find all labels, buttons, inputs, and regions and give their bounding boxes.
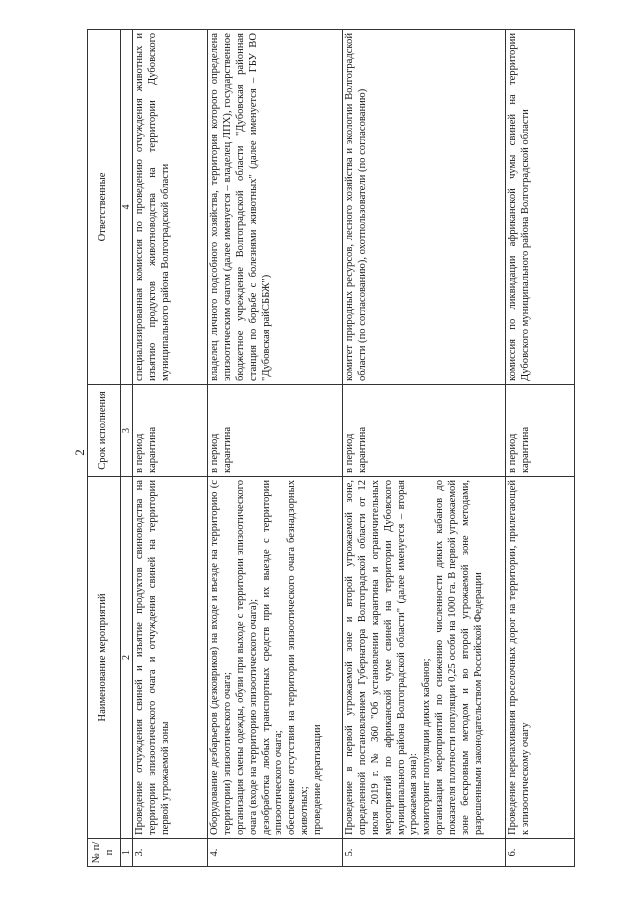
column-number-row	[120, 30, 132, 867]
action-text: Проведение отчуждения свиней и изъятие продуктов свиноводства на территории эпизоотического очага и отчуждения свиней на территории первой угрожаемой зоны	[133, 480, 171, 835]
row-responsible: комитет природных ресурсов, лесного хозяйства и экологии Волгоградской области (по согласованию), охотпользователи (по согласованию)	[342, 30, 505, 385]
row-term: в период карантина	[505, 385, 574, 477]
row-action	[342, 477, 505, 839]
row-action	[505, 477, 574, 839]
column-number: 4	[120, 30, 132, 385]
header-term: Срок исполнения	[88, 385, 121, 477]
action-text: Проведение перепахивания проселочных дорог на территории, прилегающей к эпизоотическому очагу	[506, 480, 531, 835]
table-row	[207, 30, 342, 867]
measures-table	[87, 29, 575, 867]
action-text: Оборудование дезбарьеров (дезковриков) на входе и въезде на территорию (с территории) эпизоотического очага;	[208, 480, 233, 835]
header-number: № п/п	[88, 839, 121, 867]
row-responsible: владелец личного подсобного хозяйства, территория которого определена эпизоотическим очагом (далее именуется – владелец ЛПХ), государственное бюджетное учреждение Волгоградской области "Дубовская районная станция по борьбе с болезнями животных" (далее именуется – ГБУ ВО "Дубовская райСББЖ")	[207, 30, 342, 385]
row-action	[207, 477, 342, 839]
column-number: 1	[120, 839, 132, 867]
header-action: Наименование мероприятий	[88, 477, 121, 839]
row-responsible: комиссия по ликвидации африканской чумы свиней на территории Дубовского муниципального района Волгоградской области	[505, 30, 574, 385]
table-row	[342, 30, 505, 867]
action-text: организация смены одежды, обуви при выходе с территории эпизоотического очага (входе на территорию эпизоотического очага);	[234, 480, 259, 835]
table-header-row	[88, 30, 121, 867]
action-text: дезобработка любых транспортных средств при их выезде с территории эпизоотического очага;	[260, 480, 285, 835]
row-action	[132, 477, 207, 839]
page-number: 2	[72, 449, 87, 456]
row-term: в период карантина	[342, 385, 505, 477]
header-responsible: Ответственные	[88, 30, 121, 385]
action-text: Проведение в первой угрожаемой зоне и второй угрожаемой зоне, определенной постановлением Губернатора Волгоградской области от 12 июля 2019 г. № 360 "Об установлении карантина и ограничительных мероприятий по африканской чуме свиней на территории Дубовского муниципального района Волгоградской области" (далее именуется – вторая угрожаемая зона):	[343, 480, 420, 835]
table-row	[132, 30, 207, 867]
row-number: 3.	[132, 839, 207, 867]
table-row	[505, 30, 574, 867]
column-number: 3	[120, 385, 132, 477]
action-text: проведение дератизации	[312, 724, 324, 835]
column-number: 2	[120, 477, 132, 839]
row-term: в период карантина	[207, 385, 342, 477]
row-number: 4.	[207, 839, 342, 867]
row-number: 5.	[342, 839, 505, 867]
row-term: в период карантина	[132, 385, 207, 477]
action-text: мониторинг популяции диких кабанов;	[421, 658, 433, 835]
row-responsible: специализированная комиссия по проведению отчуждения животных и изъятию продуктов животноводства на территории Дубовского муниципального района Волгоградской области	[132, 30, 207, 385]
row-number: 6.	[505, 839, 574, 867]
action-text: обеспечение отсутствия на территории эпизоотического очага безнадзорных животных;	[286, 480, 311, 835]
action-text: организация мероприятий по снижению численности диких кабанов до показателя плотности популяции 0,25 особи на 1000 га. В первой угрожаемой зоне бескровным методом и во второй угрожаемой зоне методами, разрешенными законодательством Российской Федерации	[434, 480, 485, 835]
